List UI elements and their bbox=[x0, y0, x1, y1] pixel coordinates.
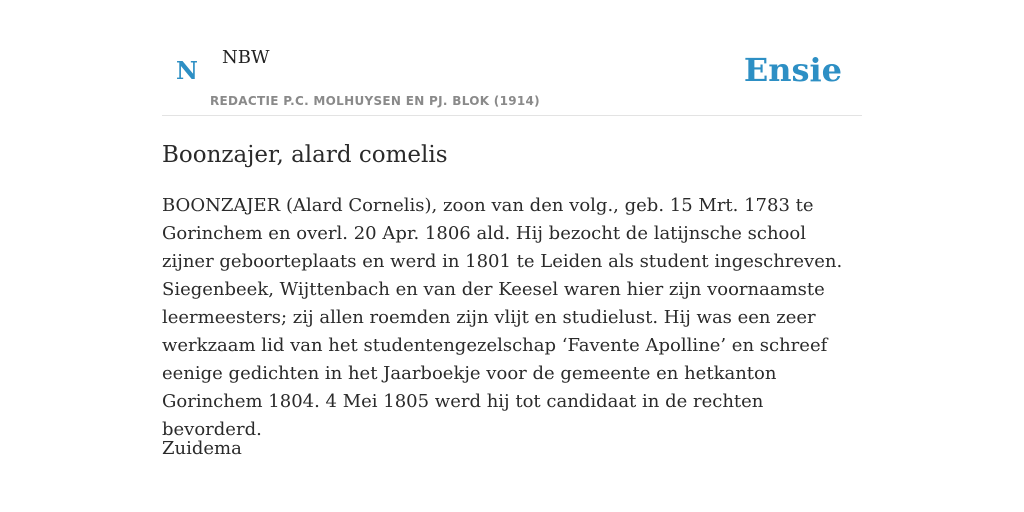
source-title[interactable]: NBW bbox=[222, 47, 270, 68]
article-body: BOONZAJER (Alard Cornelis), zoon van den volg., geb. 15 Mrt. 1783 te Gorinchem en overl. 20 Apr. 1806 ald. Hij bezocht de latijnsche school zijner geboorteplaats en werd in 1801 te Leiden als student ingeschreven. Siegenbeek, Wijttenbach en van der Keesel waren hier zijn voornaamste leermeesters; zij allen roemden zijn vlijt en studielust. Hij was een zeer werkzaam lid van het studentengezelschap ‘Favente Apolline’ en schreef eenige gedichten in het Jaarboekje voor de gemeente en hetkanton Gorinchem 1804. 4 Mei 1805 werd hij tot candidaat in de rechten bevorderd. bbox=[162, 195, 843, 440]
header-divider bbox=[162, 115, 862, 116]
article-author: Zuidema bbox=[162, 438, 242, 459]
source-logo: N bbox=[176, 56, 198, 85]
source-subtitle: REDACTIE P.C. MOLHUYSEN EN PJ. BLOK (1914) bbox=[210, 94, 540, 108]
article-title: Boonzajer, alard comelis bbox=[162, 142, 448, 168]
brand-logo[interactable]: Ensie bbox=[743, 51, 842, 89]
